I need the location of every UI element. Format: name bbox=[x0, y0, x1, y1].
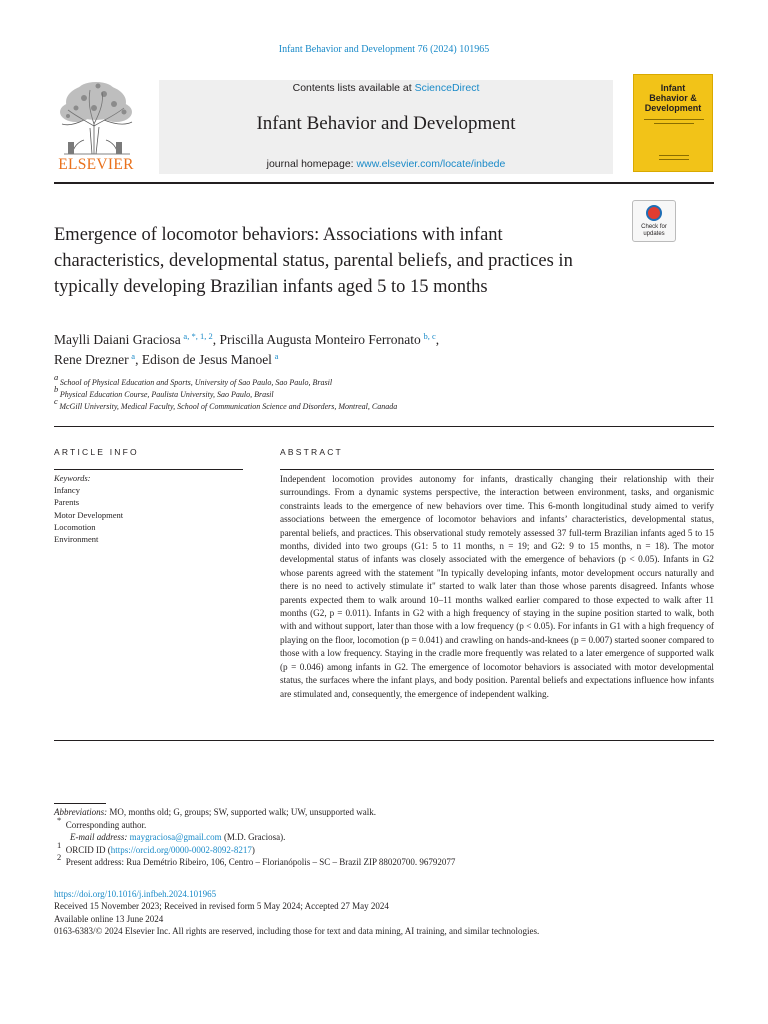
corresponding-text: Corresponding author. bbox=[65, 819, 147, 830]
abstract-bottom-divider bbox=[54, 740, 714, 741]
orcid-link[interactable]: https://orcid.org/0000-0002-8092-8217 bbox=[110, 844, 252, 855]
crossmark-icon bbox=[646, 205, 662, 221]
abstract-heading: ABSTRACT bbox=[280, 447, 343, 457]
affiliation bbox=[54, 396, 694, 411]
keyword: Locomotion bbox=[54, 521, 96, 532]
crossmark-line: updates bbox=[643, 231, 665, 237]
author-name: Edison de Jesus Manoel bbox=[141, 352, 272, 367]
crossmark-text bbox=[633, 224, 675, 238]
doi-link[interactable]: https://doi.org/10.1016/j.infbeh.2024.101965 bbox=[54, 889, 217, 899]
orcid-suffix: ) bbox=[251, 844, 255, 855]
abstract-text: Independent locomotion provides autonomy for infants, drastically changing their relationship with their surroundings. From a dynamic systems perspective, the interaction between environment, tasks, and organismic constraints leads to the emergence of new behaviors over time. This 6-month longitudinal study aimed to verify associations between the emergence of locomotor behaviors and infants’ characteristics, developmental status, parental beliefs, and practices. This observational study remotely assessed 37 full-term Brazilian infants aged 5 to 15 months, divided into two groups (G1: 5 to 11 months, n = 19; and G2: 9 to 15 months, n = 18). The motor developmental status of infants was closely associated with the emergence of behaviors (p < 0.05). Infants in G2 whose parents agreed with the statement "In typically developing infants, motor development occurs naturally and there is no need to actively stimulate it" started to walk later than those whose parents disagreed. Infants whose parents expected them to walk around 10–11 months walked earlier compared to those expected to walk after 11 months (G2, p = 0.011). Infants in G2 with a high frequency of staying in the supine position started to walk, both with and without support, later than those with a low frequency (p < 0.05). For infants in G1 with a high frequency of playing on the floor, locomotion (p = 0.041) and crawling on hands-and-knees (p = 0.007) started sooner compared to those with a low frequency. Staying in the cradle more frequently was related to a later emergence of supported walk (p = 0.046) among infants in G2. The emergence of locomotor behaviors is associated with motor developmental status, the surfaces where the infant plays, and body position. Parental beliefs and expectations influence how infants are stimulated and, consequently, the emergence of independent walking. bbox=[280, 474, 714, 699]
keywords-block bbox=[54, 472, 244, 545]
present-address-footnote bbox=[54, 852, 694, 869]
email-footnote bbox=[54, 831, 694, 844]
contents-prefix: Contents lists available at bbox=[292, 82, 415, 94]
author-separator: , bbox=[135, 352, 142, 367]
cover-title-line: Development bbox=[644, 103, 702, 113]
elsevier-wordmark: ELSEVIER bbox=[58, 156, 134, 173]
article-info-divider bbox=[54, 469, 243, 470]
author-name: Priscilla Augusta Monteiro Ferronato bbox=[219, 332, 421, 347]
affiliation bbox=[54, 384, 694, 399]
cover-title-line: Infant bbox=[660, 83, 686, 93]
cover-decoration bbox=[659, 155, 689, 156]
copyright-line: 0163-6383/© 2024 Elsevier Inc. All rights are reserved, including those for text and data mining, AI training, and similar technologies. bbox=[54, 926, 540, 937]
available-online: Available online 13 June 2024 bbox=[54, 913, 164, 924]
received-dates: Received 15 November 2023; Received in revised form 5 May 2024; Accepted 27 May 2024 bbox=[54, 901, 389, 912]
footnote-divider bbox=[54, 803, 106, 804]
sciencedirect-link[interactable]: ScienceDirect bbox=[414, 82, 480, 94]
cover-decoration bbox=[644, 119, 704, 120]
journal-homepage-link[interactable]: www.elsevier.com/locate/inbede bbox=[356, 158, 506, 170]
article-title: Emergence of locomotor behaviors: Associations with infant characteristics, developmental status, parental beliefs, and practices in typically developing Brazilian infants aged 5 to 15 months bbox=[54, 225, 573, 297]
present-address-text: Present address: Rua Demétrio Ribeiro, 106, Centro – Florianópolis – SC – Brazil ZIP 88020700. 96792077 bbox=[65, 857, 456, 868]
keyword: Motor Development bbox=[54, 509, 124, 520]
email-link[interactable]: maygraciosa@gmail.com bbox=[129, 832, 222, 843]
cover-decoration bbox=[654, 123, 694, 124]
contents-line bbox=[159, 82, 613, 94]
abbreviations-footnote bbox=[54, 806, 694, 819]
affiliation-mark: a bbox=[54, 372, 59, 382]
email-label: E-mail address: bbox=[70, 832, 128, 843]
author-affiliation-marks[interactable]: a, *, 1, 2 bbox=[183, 331, 213, 341]
footnote-mark: 1 bbox=[57, 839, 62, 850]
keyword: Environment bbox=[54, 534, 99, 545]
article-info-heading: ARTICLE INFO bbox=[54, 447, 139, 457]
article-metadata bbox=[54, 888, 714, 938]
author-affiliation-marks[interactable]: a bbox=[131, 351, 136, 361]
cover-decoration bbox=[659, 159, 689, 160]
affiliation-text: McGill University, Medical Faculty, School of Communication Science and Disorders, Montreal, Canada bbox=[59, 402, 398, 411]
keyword: Parents bbox=[54, 497, 80, 508]
journal-masthead bbox=[159, 80, 613, 174]
author-name: Maylli Daiani Graciosa bbox=[54, 332, 181, 347]
author-list bbox=[54, 330, 694, 370]
elsevier-tree-icon bbox=[54, 80, 138, 156]
email-suffix: (M.D. Graciosa). bbox=[221, 832, 286, 843]
homepage-line bbox=[159, 158, 613, 170]
masthead-divider bbox=[54, 182, 714, 184]
journal-title: Infant Behavior and Development bbox=[256, 113, 516, 134]
check-for-updates-button[interactable] bbox=[632, 200, 676, 242]
affiliation-text: Physical Education Course, Paulista University, Sao Paulo, Brasil bbox=[59, 390, 274, 399]
journal-cover[interactable] bbox=[633, 74, 713, 172]
abbreviations-label: Abbreviations: bbox=[54, 807, 108, 817]
author-affiliation-marks[interactable]: b, c bbox=[423, 331, 436, 341]
affiliation-mark: b bbox=[54, 384, 59, 394]
header-divider bbox=[54, 426, 714, 427]
cover-title bbox=[634, 83, 712, 113]
running-header[interactable]: Infant Behavior and Development 76 (2024) 101965 bbox=[278, 44, 490, 55]
affiliation-mark: c bbox=[54, 396, 58, 406]
homepage-prefix: journal homepage: bbox=[266, 158, 357, 170]
orcid-prefix: ORCID ID ( bbox=[65, 844, 111, 855]
cover-title-line: Behavior & bbox=[649, 93, 697, 103]
author-separator: , bbox=[212, 332, 220, 347]
affiliation-text: School of Physical Education and Sports, University of Sao Paulo, Sao Paulo, Brasil bbox=[59, 378, 333, 387]
abstract-divider bbox=[280, 469, 714, 470]
affiliation bbox=[54, 372, 694, 387]
footnote-mark: 2 bbox=[57, 852, 62, 863]
footnote-mark: * bbox=[57, 814, 62, 825]
corresponding-footnote bbox=[54, 814, 694, 832]
orcid-footnote bbox=[54, 839, 694, 857]
abbreviations-text: MO, months old; G, groups; SW, supported walk; UW, unsupported walk. bbox=[107, 807, 376, 817]
author-affiliation-marks[interactable]: a bbox=[274, 351, 279, 361]
elsevier-logo bbox=[54, 80, 138, 174]
crossmark-line: Check for bbox=[641, 224, 667, 230]
keyword: Infancy bbox=[54, 485, 80, 496]
keywords-label: Keywords: bbox=[54, 473, 91, 483]
footnotes bbox=[54, 806, 694, 869]
author-name: Rene Drezner bbox=[54, 352, 129, 367]
author-separator: , bbox=[435, 332, 440, 347]
